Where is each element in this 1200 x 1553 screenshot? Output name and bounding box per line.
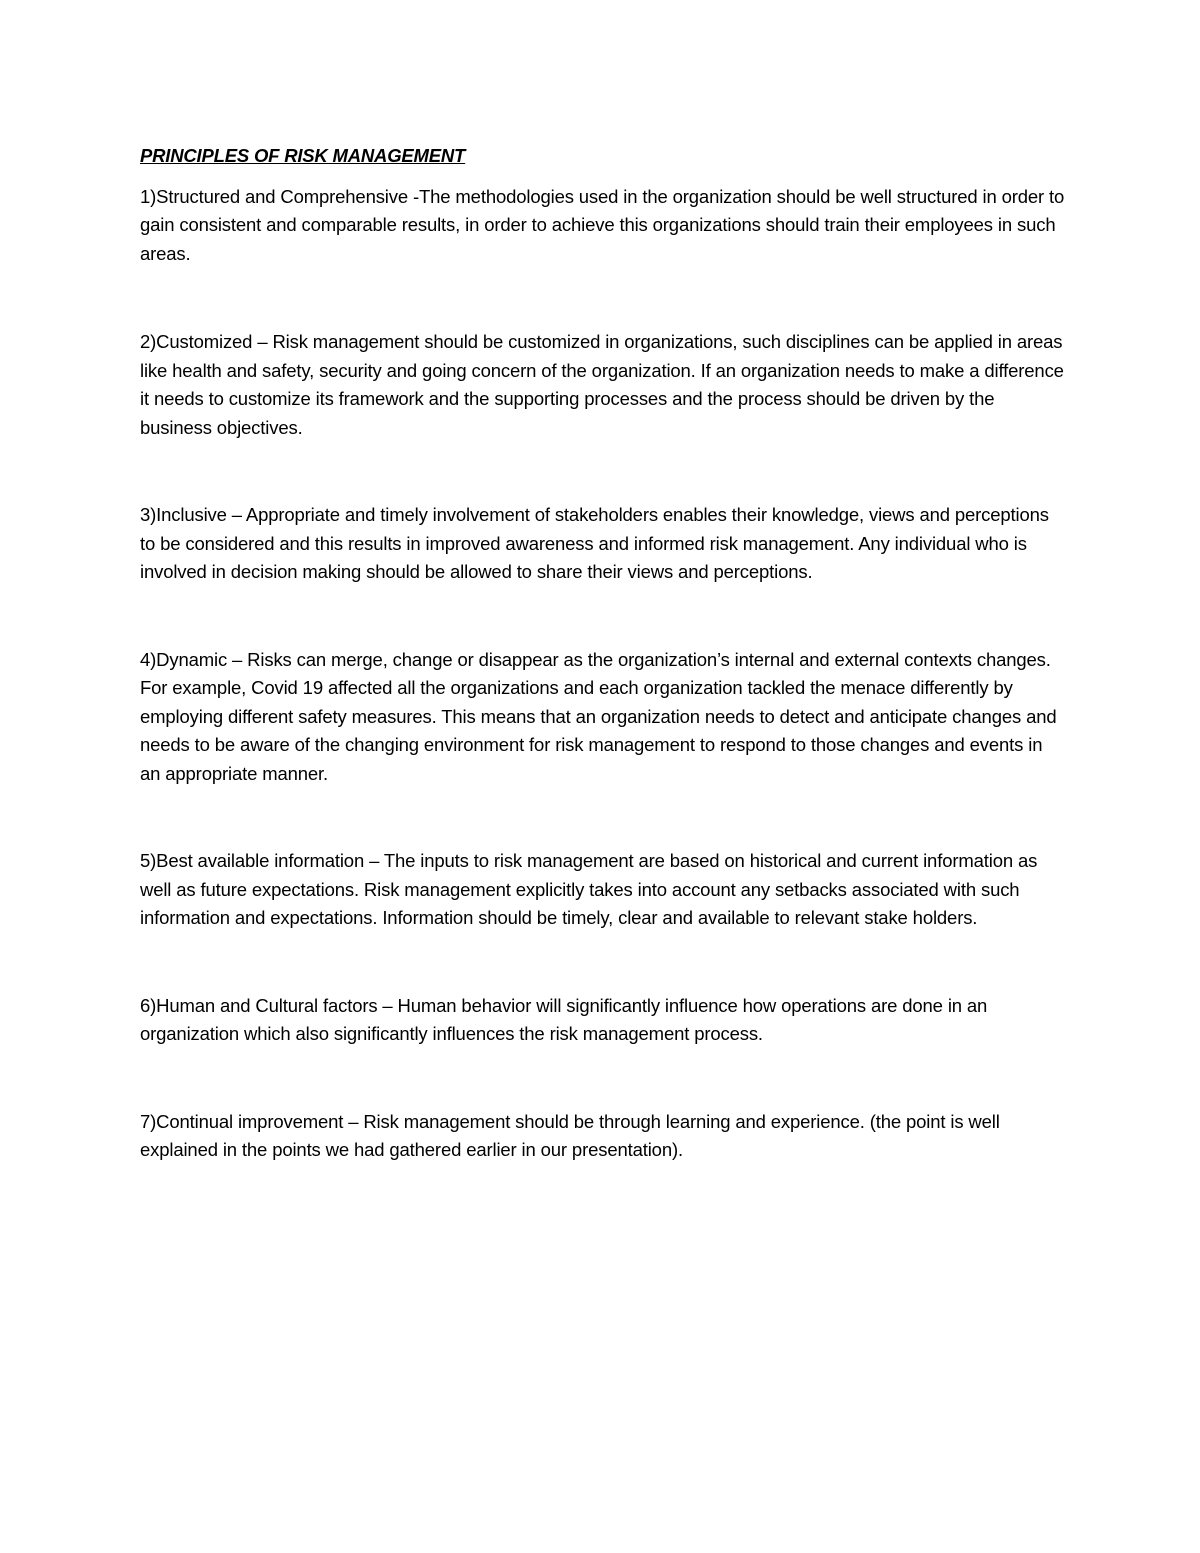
paragraph-customized: 2)Customized – Risk management should be customized in organizations, such disciplines can be applied in areas like health and safety, security and going concern of the organization. If an organization needs to make a difference it needs to customize its framework and the supporting processes and the process should be driven by the business objectives. xyxy=(140,331,1064,438)
paragraph-structured-comprehensive: 1)Structured and Comprehensive -The methodologies used in the organization should be well structured in order to gain consistent and comparable results, in order to achieve this organizations should train their employees in such areas. xyxy=(140,185,1065,264)
document-body xyxy=(140,142,1065,1165)
paragraph-dynamic: 4)Dynamic – Risks can merge, change or disappear as the organization’s internal and external contexts changes. For example, Covid 19 affected all the organizations and each organization tackled the menace differently by employing different safety measures. This means that an organization needs to detect and anticipate changes and needs to be aware of the changing environment for risk management to respond to those changes and events in an appropriate manner. xyxy=(140,648,1057,784)
paragraph-best-available-information: 5)Best available information – The inputs to risk management are based on historical and current information as well as future expectations. Risk management explicitly takes into account any setbacks associated with such information and expectations. Information should be timely, clear and available to relevant stake holders. xyxy=(140,850,1038,928)
paragraph-human-cultural-factors: 6)Human and Cultural factors – Human behavior will significantly influence how operations are done in an organization which also significantly influences the risk management process. xyxy=(140,994,988,1044)
document-title: PRINCIPLES OF RISK MANAGEMENT xyxy=(140,145,466,166)
paragraph-inclusive: 3)Inclusive – Appropriate and timely involvement of stakeholders enables their knowledge, views and perceptions to be considered and this results in improved awareness and informed risk management. Any individual who is involved in decision making should be allowed to share their views and perceptions. xyxy=(140,504,1049,582)
paragraph-continual-improvement: 7)Continual improvement – Risk management should be through learning and experience. (the point is well explained in the points we had gathered earlier in our presentation). xyxy=(140,1110,1000,1160)
